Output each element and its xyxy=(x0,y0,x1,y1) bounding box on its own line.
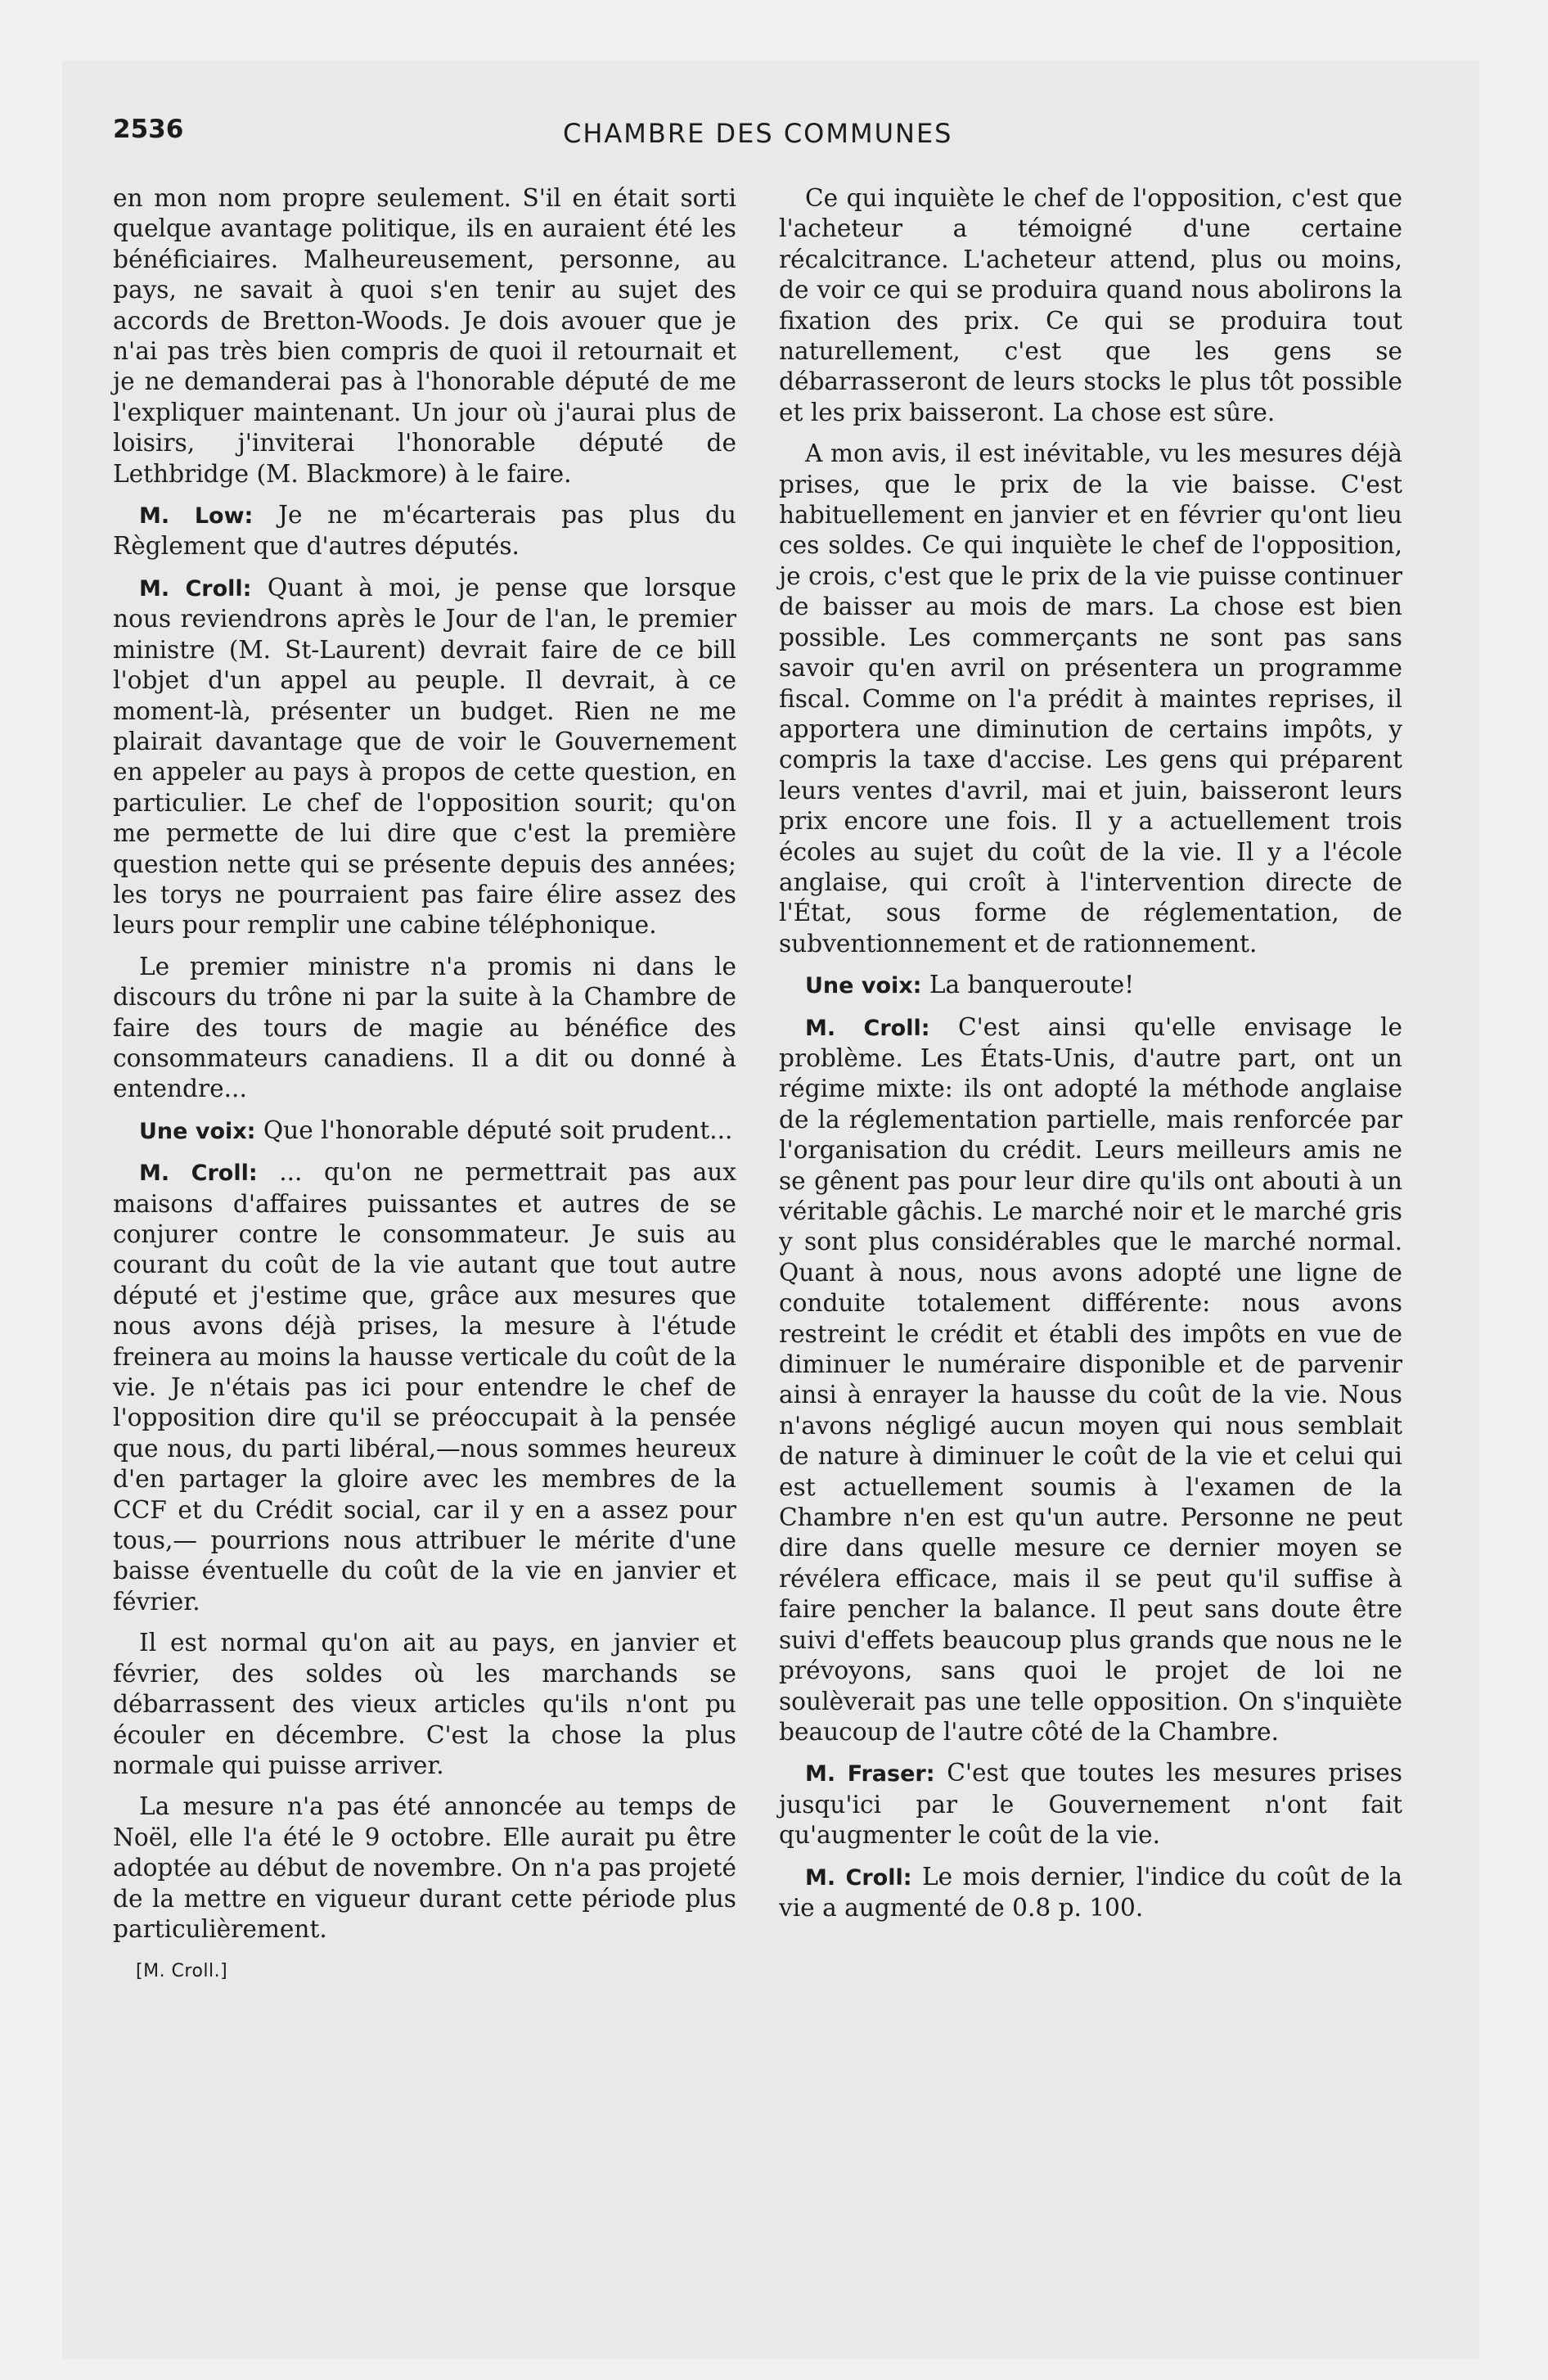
paragraph xyxy=(113,1628,736,1781)
speaker-name: Une voix: xyxy=(139,1118,256,1144)
paragraph-text: en mon nom propre seulement. S'il en était sorti quelque avantage politique, ils en auraient été les bénéficiaires. Malheureusement, personne, au pays, ne savait à quoi s'en tenir au sujet des accords de Bretton-Woods. Je dois avouer que je n'ai pas très bien compris de quoi il retournait et je ne demanderai pas à l'honorable député de me l'expliquer maintenant. Un jour où j'aurai plus de loisirs, j'inviterai l'honorable député de Lethbridge (M. Blackmore) à le faire. xyxy=(113,184,736,488)
paragraph xyxy=(779,1012,1402,1748)
paragraph-text: Le premier ministre n'a promis ni dans le discours du trône ni par la suite à la Chambre de faire des tours de magie au bénéfice des consommateurs canadiens. Il a dit ou donné à entendre... xyxy=(113,952,736,1103)
paragraph xyxy=(779,1758,1402,1850)
right-column xyxy=(779,183,1402,1934)
paragraph-text: La banqueroute! xyxy=(929,971,1135,999)
paragraph-text: Le mois dernier, l'indice du coût de la vie a augmenté de 0.8 p. 100. xyxy=(779,1862,1402,1922)
paragraph xyxy=(779,439,1402,959)
paragraph xyxy=(113,1116,736,1147)
paragraph-text: La mesure n'a pas été annoncée au temps de Noël, elle l'a été le 9 octobre. Elle aurait pu être adoptée au début de novembre. On n'a pas projeté de la mettre en vigueur durant cette période plus particulièrement. xyxy=(113,1792,736,1943)
paragraph-text: C'est ainsi qu'elle envisage le problème. Les États-Unis, d'autre part, ont un régime mixte: ils ont adopté la méthode anglaise de la réglementation partielle, mais renforcée par l'organisation du crédit. Leurs meilleurs amis ne se gênent pas pour leur dire qu'ils ont abouti à un véritable gâchis. Le marché noir et le marché gris y sont plus considérables que le marché normal. Quant à nous, nous avons adopté une ligne de conduite totalement différente: nous avons restreint le crédit et établi des impôts en vue de diminuer le numéraire disponible et de parvenir ainsi à enrayer la hausse du coût de la vie. Nous n'avons négligé aucun moyen qui nous semblait de nature à diminuer le coût de la vie et celui qui est actuellement soumis à l'examen de la Chambre n'en est qu'un autre. Personne ne peut dire dans quelle mesure ce dernier moyen se révélera efficace, mais il se peut qu'il suffise à faire pencher la balance. Il peut sans doute être suivi d'effets beaucoup plus grands que nous ne le prévoyons, sans quoi le projet de loi ne soulèverait pas une telle opposition. On s'inquiète beaucoup de l'autre côté de la Chambre. xyxy=(779,1012,1402,1746)
paragraph-text: Je ne m'écarterais pas plus du Règlement que d'autres députés. xyxy=(113,501,736,561)
paragraph xyxy=(779,1862,1402,1924)
speaker-name: M. Croll: xyxy=(805,1015,930,1041)
paragraph-text: Il est normal qu'on ait au pays, en janvier et février, des soldes où les marchands se débarrassent des vieux articles qu'ils n'ont pu écouler en décembre. C'est la chose la plus normale qui puisse arriver. xyxy=(113,1629,736,1779)
paragraph-text: Que l'honorable député soit prudent... xyxy=(263,1116,733,1144)
paragraph xyxy=(113,500,736,562)
paragraph xyxy=(113,1157,736,1617)
paragraph xyxy=(113,183,736,489)
paragraph xyxy=(779,970,1402,1001)
running-title: CHAMBRE DES COMMUNES xyxy=(563,118,953,149)
page-number: 2536 xyxy=(113,115,184,144)
paragraph-text: Ce qui inquiète le chef de l'opposition, c'est que l'acheteur a témoigné d'une certaine récalcitrance. L'acheteur attend, plus ou moins, de voir ce qui se produira quand nous abolirons la fixation des prix. Ce qui se produira tout naturellement, c'est que les gens se débarrasseront de leurs stocks le plus tôt possible et les prix baisseront. La chose est sûre. xyxy=(779,184,1402,426)
speaker-name: M. Croll: xyxy=(805,1864,912,1891)
paragraph xyxy=(779,183,1402,428)
paragraph-text: Quant à moi, je pense que lorsque nous reviendrons après le Jour de l'an, le premier ministre (M. St-Laurent) devrait faire de ce bill l'objet d'un appel au peuple. Il devrait, à ce moment-là, présenter un budget. Rien ne me plairait davantage que de voir le Gouvernement en appeler au pays à propos de cette question, en particulier. Le chef de l'opposition sourit; qu'on me permette de lui dire que c'est la première question nette qui se présente depuis des années; les torys ne pourraient pas faire élire assez des leurs pour remplir une cabine téléphonique. xyxy=(113,573,736,940)
paragraph-text: ... qu'on ne permettrait pas aux maisons d'affaires puissantes et autres de se conjurer contre le consommateur. Je suis au courant du coût de la vie autant que tout autre député et j'estime que, grâce aux mesures que nous avons déjà prises, la mesure à l'étude freinera au moins la hausse verticale du coût de la vie. Je n'étais pas ici pour entendre le chef de l'opposition dire qu'il se préoccupait à la pensée que nous, du parti libéral,—nous sommes heureux d'en partager la gloire avec les membres de la CCF et du Crédit social, car il y en a assez pour tous,— pourrions nous attribuer le mérite d'une baisse éventuelle du coût de la vie en janvier et février. xyxy=(113,1158,736,1616)
paragraph xyxy=(113,573,736,941)
paragraph-text: C'est que toutes les mesures prises jusqu'ici par le Gouvernement n'ont fait qu'augmenter le coût de la vie. xyxy=(779,1759,1402,1850)
paragraph xyxy=(113,952,736,1105)
left-column xyxy=(113,183,736,1987)
speaker-name: M. Fraser: xyxy=(805,1761,935,1787)
page-header xyxy=(113,115,1373,164)
speaker-name: M. Low: xyxy=(139,503,254,530)
speaker-name: M. Croll: xyxy=(139,575,252,602)
speaker-signature: [M. Croll.] xyxy=(136,1961,228,1982)
paragraph-text: A mon avis, il est inévitable, vu les mesures déjà prises, que le prix de la vie baisse. C'est habituellement en janvier et en février qu'ont lieu ces soldes. Ce qui inquiète le chef de l'opposition, je crois, c'est que le prix de la vie puisse continuer de baisser au mois de mars. La chose est bien possible. Les commerçants ne sont pas sans savoir qu'en avril on présentera un programme fiscal. Comme on l'a prédit à maintes reprises, il apportera une diminution de certains impôts, y compris la taxe d'accise. Les gens qui préparent leurs ventes d'avril, mai et juin, baisseront leurs prix encore une fois. Il y a actuellement trois écoles au sujet du coût de la vie. Il y a l'école anglaise, qui croît à l'intervention directe de l'État, sous forme de réglementation, de subventionnement et de rationnement. xyxy=(779,439,1402,958)
speaker-name: Une voix: xyxy=(805,973,922,999)
paragraph xyxy=(113,1792,736,1945)
speaker-name: M. Croll: xyxy=(139,1161,258,1187)
